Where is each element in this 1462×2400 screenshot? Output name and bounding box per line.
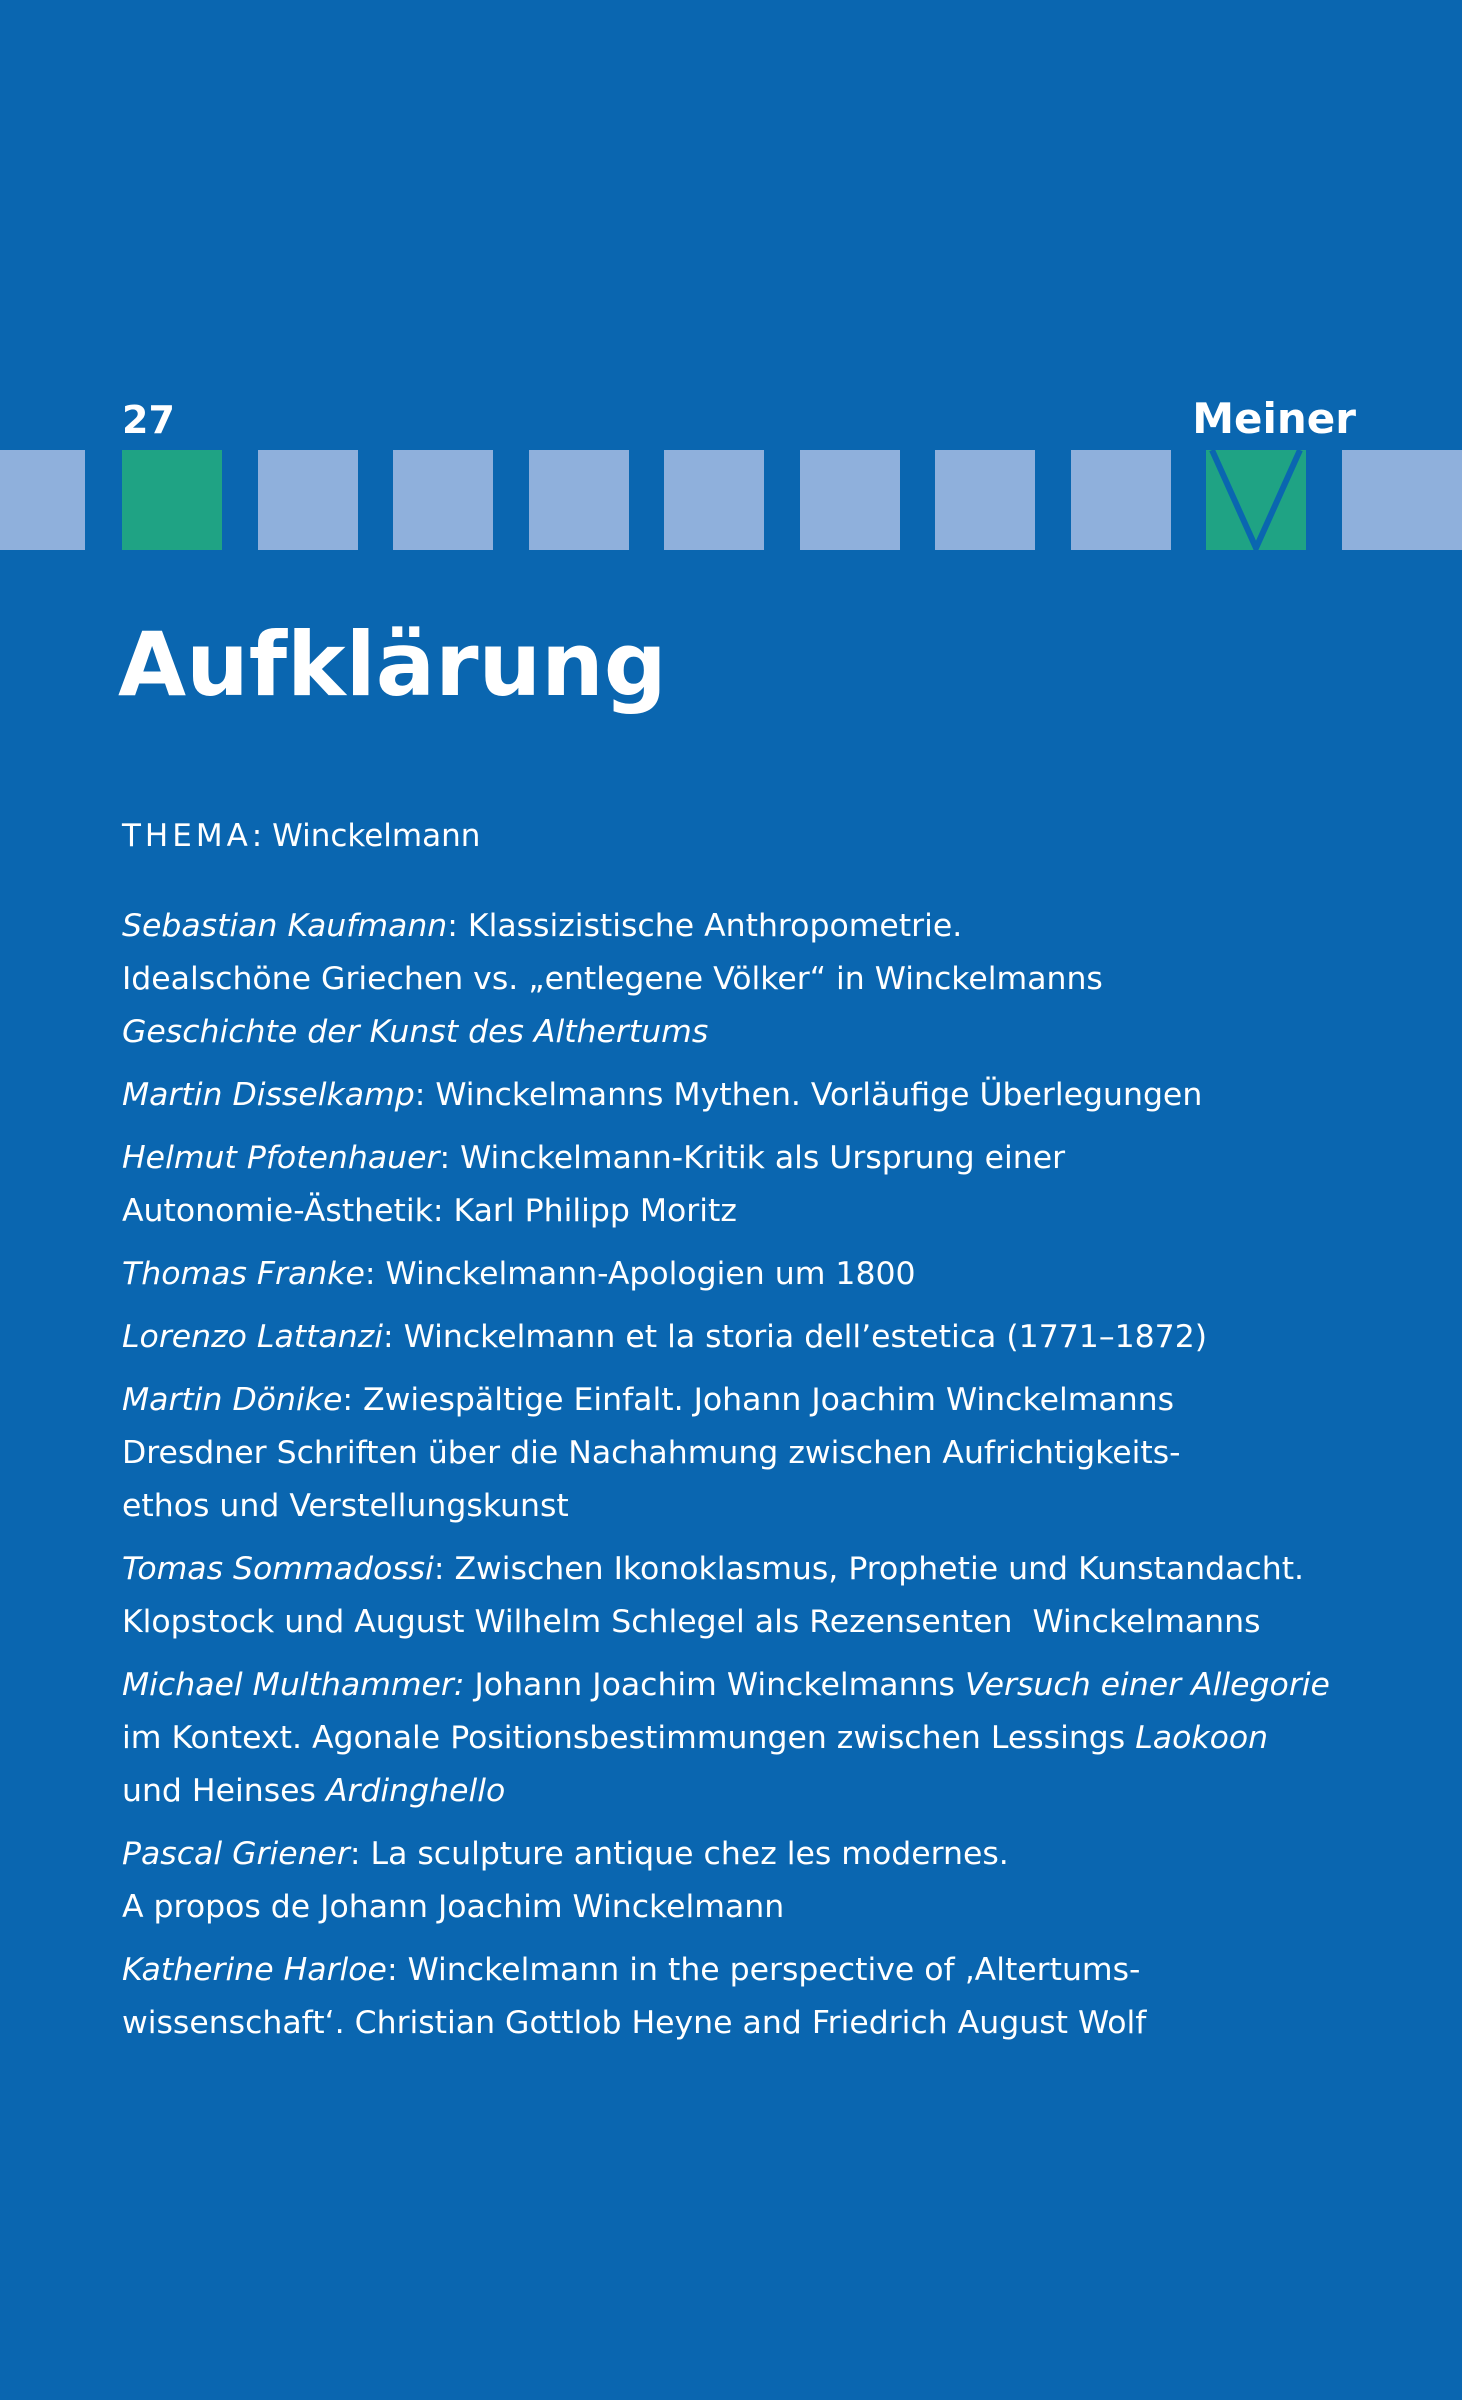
toc-title-italic: Geschichte der Kunst des Althertums bbox=[122, 1014, 709, 1050]
toc-title: wissenschaft‘. Christian Gottlob Heyne and Friedrich August Wolf bbox=[122, 2005, 1147, 2041]
toc-title: Winckelmanns Mythen. Vorläufige Überlegungen bbox=[435, 1077, 1203, 1113]
meiner-m-icon bbox=[1206, 450, 1306, 550]
toc-title: Zwischen Ikonoklasmus, Prophetie und Kunstandacht. bbox=[454, 1551, 1305, 1587]
toc-author: Pascal Griener bbox=[122, 1836, 350, 1872]
toc-title: und Heinses bbox=[122, 1773, 316, 1809]
toc-author: Helmut Pfotenhauer bbox=[122, 1140, 440, 1176]
band-square bbox=[0, 450, 85, 550]
toc-author: Sebastian Kaufmann bbox=[122, 908, 448, 944]
publisher-logo-mark bbox=[1206, 450, 1306, 550]
series-title: Aufklärung bbox=[118, 613, 667, 716]
toc-entry: Thomas Franke: Winckelmann-Apologien um 1800 bbox=[122, 1256, 916, 1292]
toc-author: Martin Dönike bbox=[122, 1382, 343, 1418]
toc-title: Winckelmann-Kritik als Ursprung einer bbox=[460, 1140, 1066, 1176]
toc-author: Lorenzo Lattanzi bbox=[122, 1319, 384, 1355]
toc-author: Tomas Sommadossi bbox=[122, 1551, 434, 1587]
band-square bbox=[664, 450, 764, 550]
toc-entry: Pascal Griener: La sculpture antique chez les modernes. A propos de Johann Joachim Winckelmann bbox=[122, 1828, 1362, 1934]
toc-title: La sculpture antique chez les modernes. bbox=[370, 1836, 1009, 1872]
toc-title: Klopstock und August Wilhelm Schlegel als Rezensenten Winckelmanns bbox=[122, 1604, 1261, 1640]
toc-author: Katherine Harloe bbox=[122, 1952, 387, 1988]
band-square bbox=[529, 450, 629, 550]
toc-title: Klassizistische Anthropometrie. bbox=[467, 908, 963, 944]
band-square bbox=[1342, 450, 1462, 550]
toc-entry: Helmut Pfotenhauer: Winckelmann-Kritik als Ursprung einer Autonomie-Ästhetik: Karl Philipp Moritz bbox=[122, 1132, 1362, 1238]
band-square bbox=[1071, 450, 1171, 550]
toc-author: Michael Multhammer: bbox=[122, 1667, 465, 1703]
band-square bbox=[393, 450, 493, 550]
square-band bbox=[0, 450, 1462, 550]
toc-entry bbox=[122, 1659, 1362, 1818]
theme-value: Winckelmann bbox=[272, 818, 481, 854]
toc-title: Autonomie-Ästhetik: Karl Philipp Moritz bbox=[122, 1193, 737, 1229]
band-square bbox=[935, 450, 1035, 550]
band-square-accent bbox=[122, 450, 222, 550]
theme-colon: : bbox=[251, 818, 273, 854]
table-of-contents bbox=[122, 900, 1362, 2060]
toc-title: A propos de Johann Joachim Winckelmann bbox=[122, 1889, 785, 1925]
toc-title-italic: Versuch einer Allegorie bbox=[964, 1667, 1330, 1703]
toc-entry: Lorenzo Lattanzi: Winckelmann et la storia dell’estetica (1771–1872) bbox=[122, 1319, 1208, 1355]
toc-title: im Kontext. Agonale Positionsbestimmungen zwischen Lessings bbox=[122, 1720, 1126, 1756]
toc-title: Zwiespältige Einfalt. Johann Joachim Winckelmanns bbox=[363, 1382, 1175, 1418]
toc-title: Winckelmann et la storia dell’estetica (1771–1872) bbox=[403, 1319, 1208, 1355]
toc-title-italic: Laokoon bbox=[1135, 1720, 1269, 1756]
toc-entry: Sebastian Kaufmann: Klassizistische Anthropometrie. Idealschöne Griechen vs. „entlegene Völker“ in Winckelmanns Geschichte der Kunst des Althertums bbox=[122, 900, 1362, 1059]
toc-author: Thomas Franke bbox=[122, 1256, 365, 1292]
toc-entry: Martin Disselkamp: Winckelmanns Mythen. Vorläufige Überlegungen bbox=[122, 1077, 1203, 1113]
toc-entry: Tomas Sommadossi: Zwischen Ikonoklasmus, Prophetie und Kunstandacht. Klopstock und August Wilhelm Schlegel als Rezensenten Winckelmanns bbox=[122, 1543, 1362, 1649]
volume-number: 27 bbox=[122, 398, 175, 442]
toc-title: Winckelmann in the perspective of ‚Altertums- bbox=[407, 1952, 1141, 1988]
toc-author: Martin Disselkamp bbox=[122, 1077, 415, 1113]
toc-title: ethos und Verstellungskunst bbox=[122, 1488, 569, 1524]
toc-title: Idealschöne Griechen vs. „entlegene Völker“ in Winckelmanns bbox=[122, 961, 1103, 997]
toc-title: Winckelmann-Apologien um 1800 bbox=[385, 1256, 916, 1292]
toc-title: Johann Joachim Winckelmanns bbox=[474, 1667, 955, 1703]
toc-entry: Martin Dönike: Zwiespältige Einfalt. Johann Joachim Winckelmanns Dresdner Schriften über die Nachahmung zwischen Aufrichtigkeits- ethos und Verstellungskunst bbox=[122, 1374, 1362, 1533]
toc-entry: Katherine Harloe: Winckelmann in the perspective of ‚Altertums- wissenschaft‘. Christian Gottlob Heyne and Friedrich August Wolf bbox=[122, 1944, 1362, 2050]
band-square bbox=[800, 450, 900, 550]
publisher-name: Meiner bbox=[1192, 394, 1356, 443]
toc-title: Dresdner Schriften über die Nachahmung zwischen Aufrichtigkeits- bbox=[122, 1435, 1181, 1471]
theme-label: THEMA bbox=[122, 818, 252, 854]
toc-title-italic: Ardinghello bbox=[325, 1773, 506, 1809]
band-square bbox=[258, 450, 358, 550]
theme-line bbox=[122, 816, 480, 856]
